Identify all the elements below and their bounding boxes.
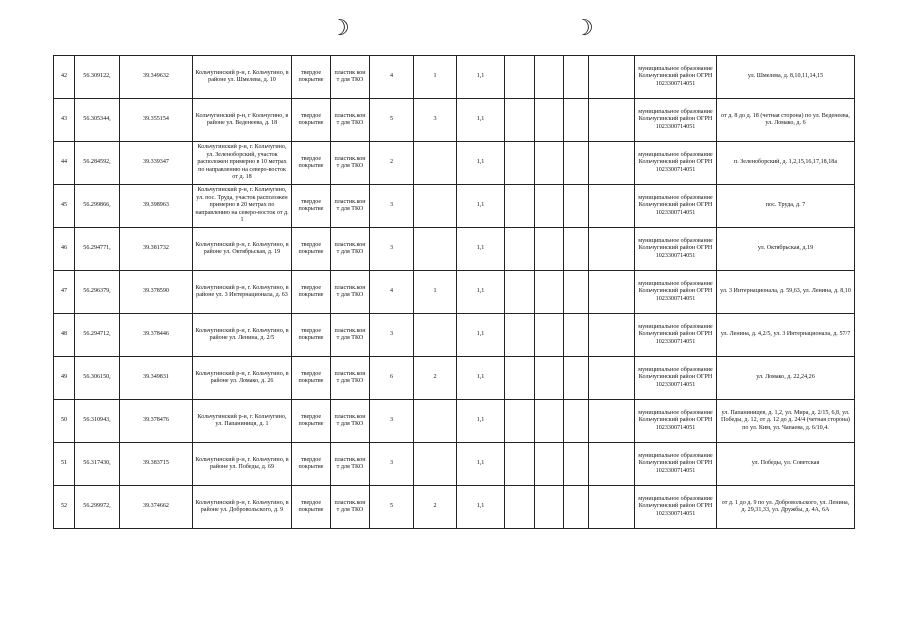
page-mark-right: ☽ — [574, 16, 594, 41]
table-body — [54, 56, 855, 529]
surface-cell: твердое покрытие — [292, 486, 331, 529]
empty-cell — [589, 228, 635, 271]
empty-cell — [535, 314, 564, 357]
empty-cell — [535, 486, 564, 529]
table-row — [54, 486, 855, 529]
container-type-cell: пластик.кон т для ТКО — [331, 486, 370, 529]
row-number: 45 — [54, 185, 75, 228]
containers-count-cell: 3 — [370, 443, 414, 486]
served-objects-cell: от д. 1 до д. 9 по ул. Добровольского, ул. Ленина, д. 29,31,33, ул. Дружбы, д. 4А, 6А — [717, 486, 855, 529]
latitude-cell: 56.299866, — [75, 185, 120, 228]
address-cell: Кольчугинский р-н, г. Кольчугино, ул. Зеленоборский, участок расположен примерно в 10 метрах по направлению на северо-восток от д. 18 — [193, 142, 292, 185]
empty-cell — [505, 357, 535, 400]
empty-cell — [505, 228, 535, 271]
empty-cell — [564, 357, 589, 400]
served-objects-cell: ул. 3 Интернационала, д. 59,63, ул. Ленина, д. 8,10 — [717, 271, 855, 314]
containers-count-cell: 3 — [370, 314, 414, 357]
address-cell: Кольчугинский р-н, г. Кольчугино, в районе ул. Октябрьская, д. 19 — [193, 228, 292, 271]
containers-count-cell: 4 — [370, 271, 414, 314]
owner-cell: муниципальное образование Кольчугинский район ОГРН 1023300714051 — [635, 486, 717, 529]
surface-cell: твердое покрытие — [292, 56, 331, 99]
owner-cell: муниципальное образование Кольчугинский район ОГРН 1023300714051 — [635, 142, 717, 185]
volume-cell: 1,1 — [457, 314, 505, 357]
extra-count-cell — [414, 142, 457, 185]
row-number: 49 — [54, 357, 75, 400]
empty-cell — [505, 185, 535, 228]
empty-cell — [505, 486, 535, 529]
empty-cell — [564, 99, 589, 142]
empty-cell — [589, 185, 635, 228]
table-row — [54, 185, 855, 228]
empty-cell — [589, 357, 635, 400]
empty-cell — [564, 228, 589, 271]
empty-cell — [589, 56, 635, 99]
longitude-cell: 39.378590 — [120, 271, 193, 314]
served-objects-cell: ул. Папаниницев, д. 1,2, ул. Мира, д. 2/15, 6,8, ул. Победы, д. 12, от д. 12 до д. 24/4 (четная сторона) по ул. Ким, ул. Чапаева, д. 6/10,4. — [717, 400, 855, 443]
empty-cell — [589, 314, 635, 357]
empty-cell — [564, 185, 589, 228]
latitude-cell: 56.317430, — [75, 443, 120, 486]
owner-cell: муниципальное образование Кольчугинский район ОГРН 1023300714051 — [635, 185, 717, 228]
containers-count-cell: 6 — [370, 357, 414, 400]
volume-cell: 1,1 — [457, 56, 505, 99]
table-row — [54, 443, 855, 486]
surface-cell: твердое покрытие — [292, 271, 331, 314]
longitude-cell: 39.398963 — [120, 185, 193, 228]
extra-count-cell: 1 — [414, 271, 457, 314]
volume-cell: 1,1 — [457, 400, 505, 443]
owner-cell: муниципальное образование Кольчугинский район ОГРН 1023300714051 — [635, 56, 717, 99]
containers-count-cell: 4 — [370, 56, 414, 99]
empty-cell — [535, 357, 564, 400]
empty-cell — [589, 99, 635, 142]
page-mark-left: ☽ — [330, 16, 350, 41]
empty-cell — [564, 314, 589, 357]
latitude-cell: 56.296379, — [75, 271, 120, 314]
served-objects-cell: ул. Шмелева, д. 8,10,11,14,15 — [717, 56, 855, 99]
surface-cell: твердое покрытие — [292, 185, 331, 228]
longitude-cell: 39.374662 — [120, 486, 193, 529]
empty-cell — [564, 142, 589, 185]
extra-count-cell — [414, 443, 457, 486]
empty-cell — [535, 99, 564, 142]
volume-cell: 1,1 — [457, 185, 505, 228]
empty-cell — [505, 271, 535, 314]
empty-cell — [589, 443, 635, 486]
containers-count-cell: 2 — [370, 142, 414, 185]
volume-cell: 1,1 — [457, 228, 505, 271]
surface-cell: твердое покрытие — [292, 99, 331, 142]
empty-cell — [505, 443, 535, 486]
row-number: 44 — [54, 142, 75, 185]
containers-count-cell: 3 — [370, 400, 414, 443]
empty-cell — [589, 486, 635, 529]
served-objects-cell: ул. Победы, ул. Советская — [717, 443, 855, 486]
table-row — [54, 56, 855, 99]
empty-cell — [505, 142, 535, 185]
surface-cell: твердое покрытие — [292, 228, 331, 271]
row-number: 42 — [54, 56, 75, 99]
container-type-cell: пластик.кон т для ТКО — [331, 314, 370, 357]
address-cell: Кольчугинский р-н, г. Кольчугино, ул. пос. Труда, участок расположен примерно в 20 метрах по направлению на северо-восток от д. 1 — [193, 185, 292, 228]
latitude-cell: 56.310943, — [75, 400, 120, 443]
surface-cell: твердое покрытие — [292, 400, 331, 443]
surface-cell: твердое покрытие — [292, 314, 331, 357]
empty-cell — [535, 443, 564, 486]
container-type-cell: пластик.кон т для ТКО — [331, 228, 370, 271]
address-cell: Кольчугинский р-н, г. Кольчугино, ул. Папаниниця, д. 1 — [193, 400, 292, 443]
served-objects-cell: п. Зеленоборский, д. 1,2,15,16,17,18,18а — [717, 142, 855, 185]
latitude-cell: 56.294771, — [75, 228, 120, 271]
empty-cell — [564, 400, 589, 443]
table-row — [54, 99, 855, 142]
empty-cell — [564, 271, 589, 314]
latitude-cell: 56.284592, — [75, 142, 120, 185]
owner-cell: муниципальное образование Кольчугинский район ОГРН 1023300714051 — [635, 357, 717, 400]
empty-cell — [564, 443, 589, 486]
empty-cell — [535, 142, 564, 185]
latitude-cell: 56.305344, — [75, 99, 120, 142]
container-type-cell: пластик.кон т для ТКО — [331, 271, 370, 314]
empty-cell — [505, 56, 535, 99]
table-row — [54, 357, 855, 400]
row-number: 46 — [54, 228, 75, 271]
latitude-cell: 56.309122, — [75, 56, 120, 99]
owner-cell: муниципальное образование Кольчугинский район ОГРН 1023300714051 — [635, 443, 717, 486]
empty-cell — [589, 142, 635, 185]
empty-cell — [535, 185, 564, 228]
extra-count-cell: 1 — [414, 56, 457, 99]
surface-cell: твердое покрытие — [292, 443, 331, 486]
latitude-cell: 56.306150, — [75, 357, 120, 400]
container-type-cell: пластик.кон т для ТКО — [331, 443, 370, 486]
container-type-cell: пластик.кон т для ТКО — [331, 99, 370, 142]
empty-cell — [589, 271, 635, 314]
volume-cell: 1,1 — [457, 357, 505, 400]
row-number: 51 — [54, 443, 75, 486]
table-row — [54, 271, 855, 314]
longitude-cell: 39.378476 — [120, 400, 193, 443]
empty-cell — [589, 400, 635, 443]
served-objects-cell: ул. Ломако, д. 22,24,26 — [717, 357, 855, 400]
extra-count-cell — [414, 228, 457, 271]
longitude-cell: 39.381732 — [120, 228, 193, 271]
empty-cell — [505, 400, 535, 443]
empty-cell — [505, 314, 535, 357]
row-number: 52 — [54, 486, 75, 529]
extra-count-cell — [414, 400, 457, 443]
containers-count-cell: 3 — [370, 228, 414, 271]
empty-cell — [564, 486, 589, 529]
volume-cell: 1,1 — [457, 99, 505, 142]
extra-count-cell: 2 — [414, 357, 457, 400]
owner-cell: муниципальное образование Кольчугинский район ОГРН 1023300714051 — [635, 271, 717, 314]
address-cell: Кольчугинский р-н, г. Кольчугино, в районе ул. Ленина, д. 2/5 — [193, 314, 292, 357]
address-cell: Кольчугинский р-н, г. Кольчугино, в районе ул. Добровольского, д. 9 — [193, 486, 292, 529]
row-number: 48 — [54, 314, 75, 357]
address-cell: Кольчугинский р-н, г. Кольчугино, в районе ул. 3 Интернационала, д. 63 — [193, 271, 292, 314]
volume-cell: 1,1 — [457, 271, 505, 314]
row-number: 50 — [54, 400, 75, 443]
extra-count-cell: 3 — [414, 99, 457, 142]
register-table — [53, 55, 855, 529]
empty-cell — [535, 228, 564, 271]
owner-cell: муниципальное образование Кольчугинский район ОГРН 1023300714051 — [635, 228, 717, 271]
latitude-cell: 56.294712, — [75, 314, 120, 357]
address-cell: Кольчугинский р-н, г. Кольчугино, в районе ул. Шмелева, д. 10 — [193, 56, 292, 99]
longitude-cell: 39.378446 — [120, 314, 193, 357]
empty-cell — [535, 271, 564, 314]
surface-cell: твердое покрытие — [292, 357, 331, 400]
volume-cell: 1,1 — [457, 486, 505, 529]
served-objects-cell: ул. Ленина, д. 4,2/5, ул. 3 Интернационала, д. 57/7 — [717, 314, 855, 357]
address-cell: Кольчугинский р-н, г. Кольчугино, в районе ул. Победы, д. 69 — [193, 443, 292, 486]
address-cell: Кольчугинский р-н, г. Кольчугино, в районе ул. Ломако, д. 26 — [193, 357, 292, 400]
empty-cell — [505, 99, 535, 142]
longitude-cell: 39.355154 — [120, 99, 193, 142]
latitude-cell: 56.299972, — [75, 486, 120, 529]
table-row — [54, 142, 855, 185]
container-type-cell: пластик.кон т для ТКО — [331, 357, 370, 400]
extra-count-cell — [414, 314, 457, 357]
empty-cell — [535, 400, 564, 443]
empty-cell — [535, 56, 564, 99]
owner-cell: муниципальное образование Кольчугинский район ОГРН 1023300714051 — [635, 99, 717, 142]
served-objects-cell: от д. 8 до д. 18 (четная сторона) по ул. Веденеева, ул. Ломако, д. 6 — [717, 99, 855, 142]
volume-cell: 1,1 — [457, 443, 505, 486]
table-row — [54, 400, 855, 443]
served-objects-cell: пос. Труда, д. 7 — [717, 185, 855, 228]
table-row — [54, 314, 855, 357]
extra-count-cell: 2 — [414, 486, 457, 529]
surface-cell: твердое покрытие — [292, 142, 331, 185]
extra-count-cell — [414, 185, 457, 228]
longitude-cell: 39.339347 — [120, 142, 193, 185]
address-cell: Кольчугинский р-н, г Кольчугино, в районе ул. Веденеева, д. 18 — [193, 99, 292, 142]
row-number: 43 — [54, 99, 75, 142]
container-type-cell: пластик.кон т для ТКО — [331, 400, 370, 443]
owner-cell: муниципальное образование Кольчугинский район ОГРН 1023300714051 — [635, 400, 717, 443]
row-number: 47 — [54, 271, 75, 314]
longitude-cell: 39.383715 — [120, 443, 193, 486]
volume-cell: 1,1 — [457, 142, 505, 185]
table-row — [54, 228, 855, 271]
served-objects-cell: ул. Октябрьская, д.19 — [717, 228, 855, 271]
container-type-cell: пластик.кон т для ТКО — [331, 142, 370, 185]
owner-cell: муниципальное образование Кольчугинский район ОГРН 1023300714051 — [635, 314, 717, 357]
longitude-cell: 39.349632 — [120, 56, 193, 99]
containers-count-cell: 3 — [370, 185, 414, 228]
empty-cell — [564, 56, 589, 99]
container-type-cell: пластик кон т для ТКО — [331, 56, 370, 99]
longitude-cell: 39.349831 — [120, 357, 193, 400]
containers-count-cell: 5 — [370, 99, 414, 142]
containers-count-cell: 5 — [370, 486, 414, 529]
container-type-cell: пластик.кон т для ТКО — [331, 185, 370, 228]
